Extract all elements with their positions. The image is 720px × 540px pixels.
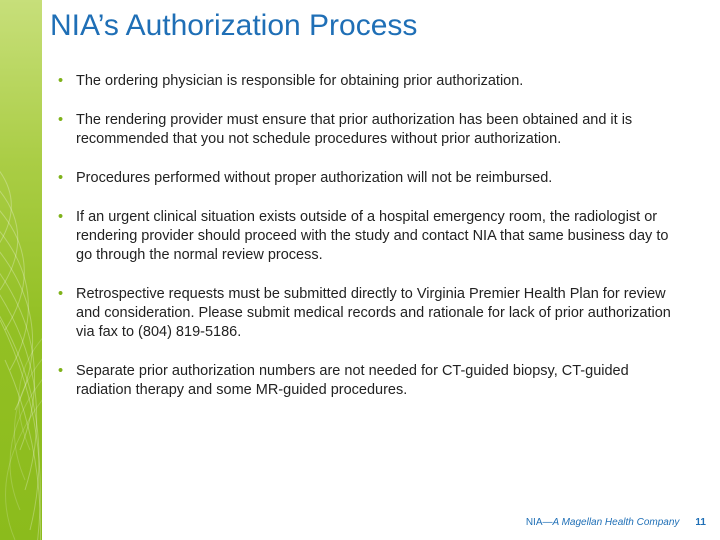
bullet-item: • Procedures performed without proper authorization will not be reimbursed. <box>58 169 688 188</box>
decorative-side-bar <box>0 0 42 540</box>
bullet-list <box>58 72 688 420</box>
bullet-item: • Separate prior authorization numbers are not needed for CT-guided biopsy, CT-guided radiation therapy and some MR-guided procedures. <box>58 362 688 400</box>
page-number: 11 <box>695 517 706 528</box>
footer-brand: NIA— <box>525 517 553 528</box>
swirl-pattern-icon <box>0 0 42 540</box>
bullet-item: • The ordering physician is responsible for obtaining prior authorization. <box>58 72 688 91</box>
footer-company: A Magellan Health Company <box>552 517 680 528</box>
bullet-item: • The rendering provider must ensure that prior authorization has been obtained and it is recommended that you not schedule procedures without prior authorization. <box>58 111 688 149</box>
slide-title: NIA’s Authorization Process <box>50 9 418 42</box>
slide-footer <box>526 517 706 528</box>
bullet-item: • If an urgent clinical situation exists outside of a hospital emergency room, the radiologist or rendering provider should proceed with the study and contact NIA that same business day to go through the normal review process. <box>58 208 688 265</box>
bullet-item: • Retrospective requests must be submitted directly to Virginia Premier Health Plan for review and consideration. Please submit medical records and rationale for lack of prior authorization via fax to (804) 819-5186. <box>58 285 688 342</box>
